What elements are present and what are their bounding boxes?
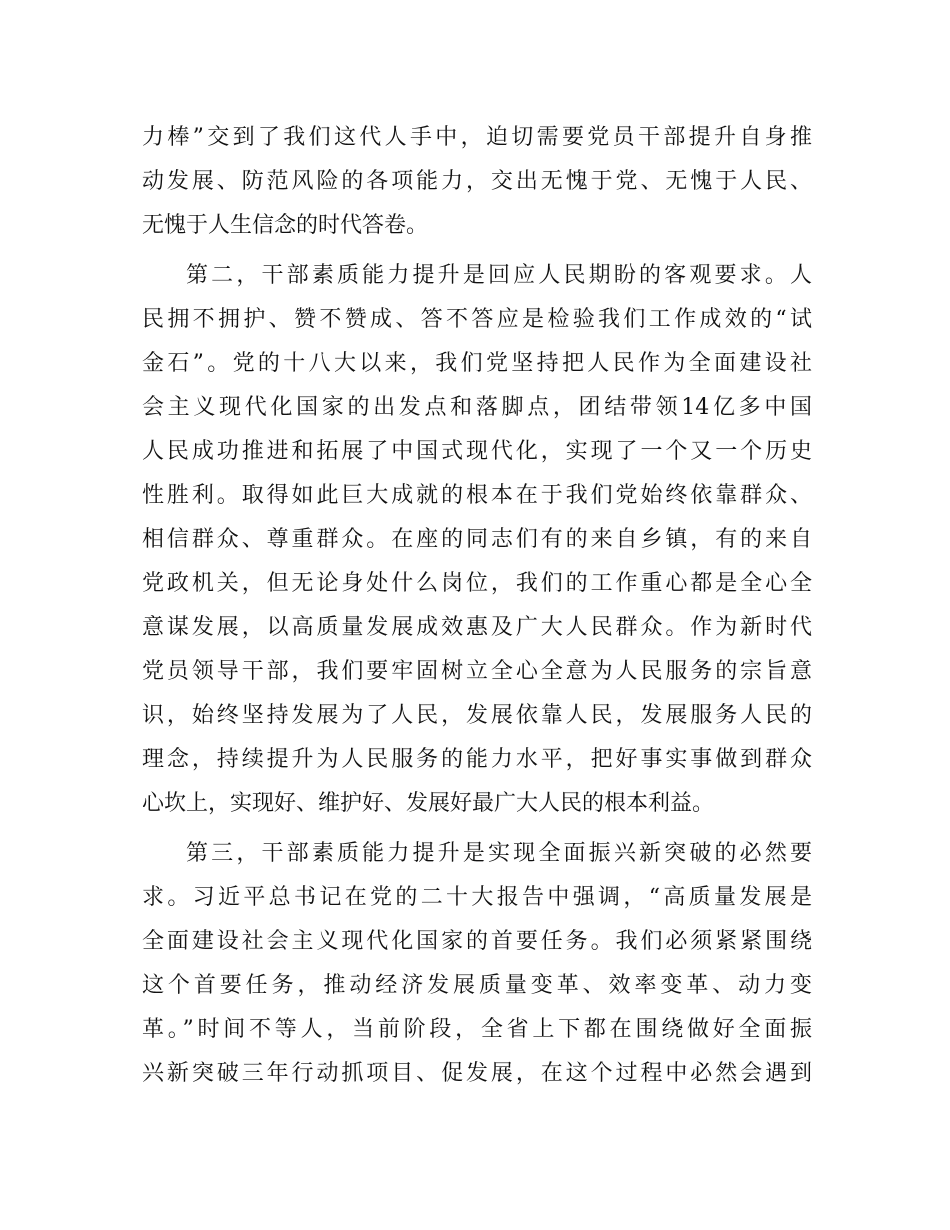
paragraph-line: 理念，持续提升为人民服务的能力水平，把好事实事做到群众 xyxy=(142,747,812,772)
paragraph-line: 这个首要任务，推动经济发展质量变革、效率变革、动力变 xyxy=(142,973,812,998)
paragraph-line: 力棒”交到了我们这代人手中，迫切需要党员干部提升自身推 xyxy=(142,125,812,150)
paragraph-3 xyxy=(142,832,812,1096)
paragraph-line: 民拥不拥护、赞不赞成、答不答应是检验我们工作成效的“试 xyxy=(142,307,812,332)
paragraph-line: 会主义现代化国家的出发点和落脚点，团结带领14亿多中国 xyxy=(142,395,812,420)
paragraph-line: 兴新突破三年行动抓项目、促发展，在这个过程中必然会遇到 xyxy=(142,1061,812,1086)
paragraph-line: 全面建设社会主义现代化国家的首要任务。我们必须紧紧围绕 xyxy=(142,929,812,954)
paragraph-line: 无愧于人生信念的时代答卷。 xyxy=(142,213,429,238)
paragraph-1 xyxy=(142,116,812,248)
paragraph-2 xyxy=(142,254,812,826)
paragraph-line: 党政机关，但无论身处什么岗位，我们的工作重心都是全心全 xyxy=(142,571,812,596)
paragraph-line: 意谋发展，以高质量发展成效惠及广大人民群众。作为新时代 xyxy=(142,615,812,640)
paragraph-line: 第二，干部素质能力提升是回应人民期盼的客观要求。人 xyxy=(186,263,812,288)
paragraph-line: 性胜利。取得如此巨大成就的根本在于我们党始终依靠群众、 xyxy=(142,483,812,508)
paragraph-line: 革。”时间不等人，当前阶段，全省上下都在围绕做好全面振 xyxy=(142,1017,812,1042)
paragraph-line: 动发展、防范风险的各项能力，交出无愧于党、无愧于人民、 xyxy=(142,169,812,194)
paragraph-line: 相信群众、尊重群众。在座的同志们有的来自乡镇，有的来自 xyxy=(142,527,812,552)
paragraph-line: 党员领导干部，我们要牢固树立全心全意为人民服务的宗旨意 xyxy=(142,659,812,684)
document-body xyxy=(142,116,812,1096)
paragraph-line: 识，始终坚持发展为了人民，发展依靠人民，发展服务人民的 xyxy=(142,703,812,728)
paragraph-line: 人民成功推进和拓展了中国式现代化，实现了一个又一个历史 xyxy=(142,439,812,464)
paragraph-line: 心坎上，实现好、维护好、发展好最广大人民的根本利益。 xyxy=(142,791,715,816)
paragraph-line: 求。习近平总书记在党的二十大报告中强调，“高质量发展是 xyxy=(142,885,812,910)
paragraph-line: 金石”。党的十八大以来，我们党坚持把人民作为全面建设社 xyxy=(142,351,812,376)
paragraph-line: 第三，干部素质能力提升是实现全面振兴新突破的必然要 xyxy=(186,841,812,866)
